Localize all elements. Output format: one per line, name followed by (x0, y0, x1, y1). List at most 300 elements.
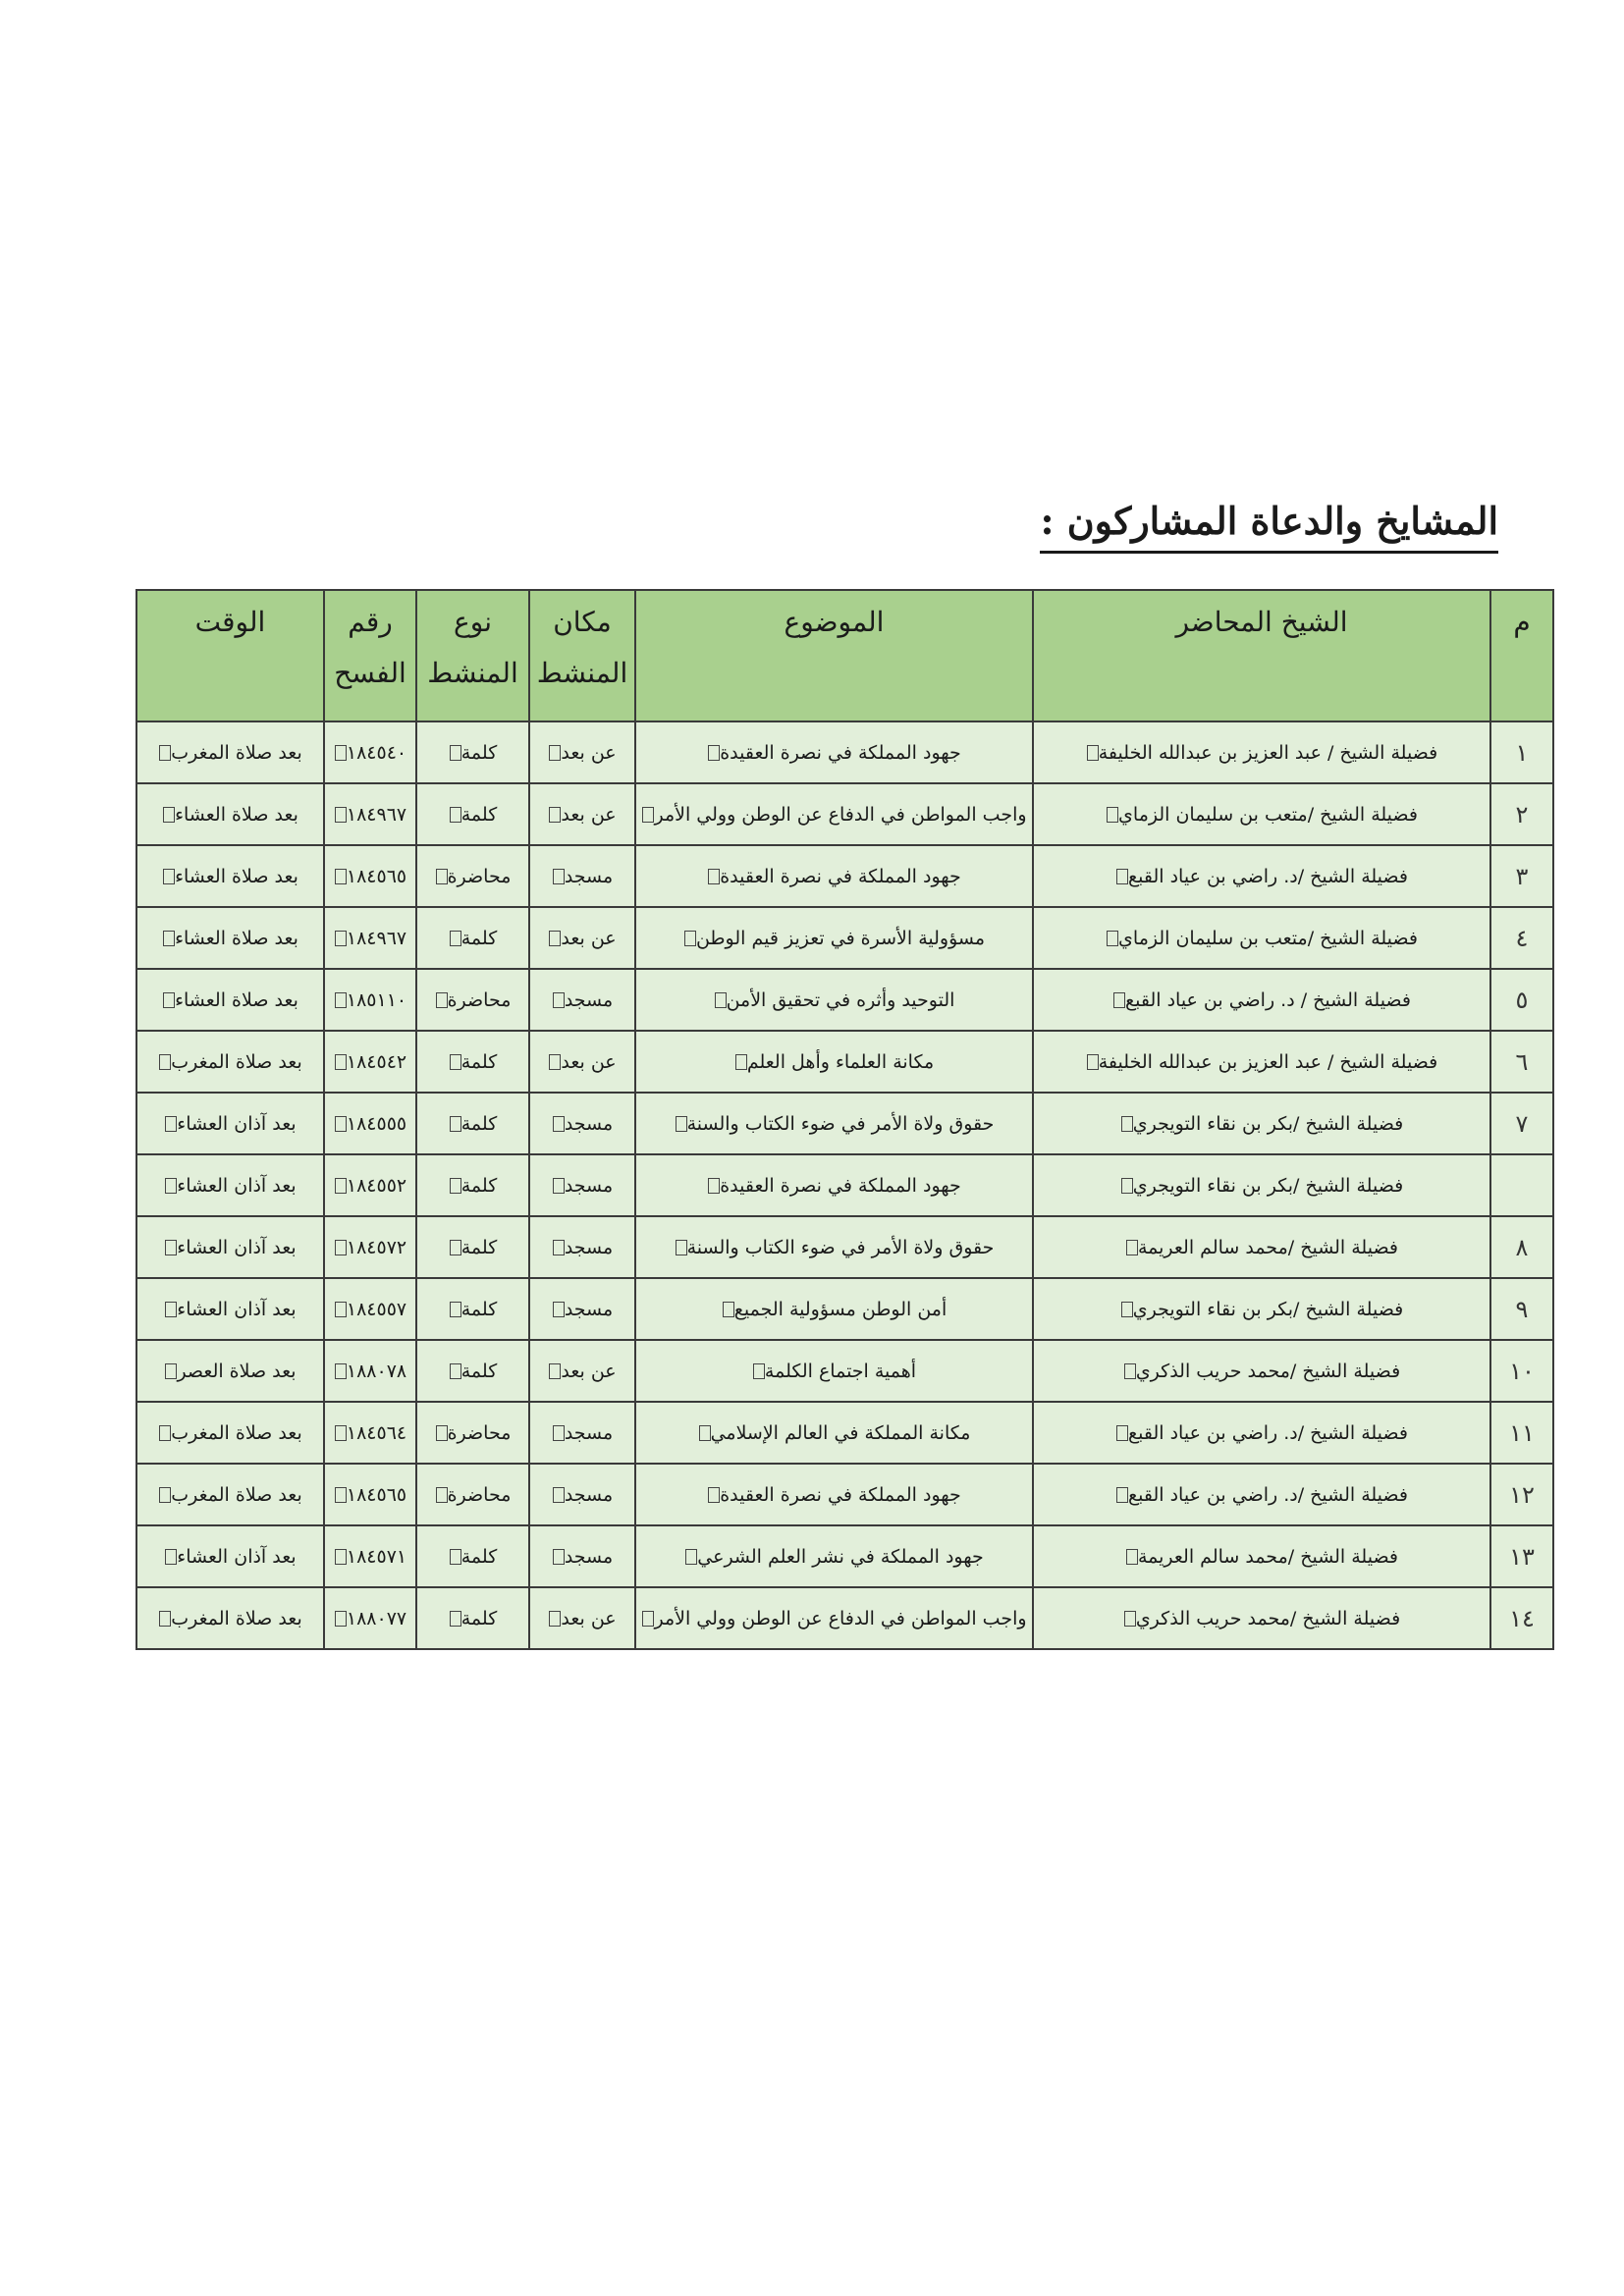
missing-glyph-box (159, 745, 171, 761)
missing-glyph-box (553, 1302, 565, 1317)
topic-text: مكانة العلماء وأهل العلم (746, 1050, 935, 1073)
place-text: عن بعد (561, 1050, 617, 1073)
cell-place (529, 1587, 635, 1649)
cell-place (529, 1093, 635, 1154)
cell-sheikh (1033, 845, 1490, 907)
cell-room (324, 907, 416, 969)
missing-glyph-box (450, 807, 461, 823)
cell-time (136, 907, 324, 969)
cell-type (416, 1525, 529, 1587)
cell-room (324, 1093, 416, 1154)
cell-place (529, 845, 635, 907)
cell-place (529, 1525, 635, 1587)
sheikh-text: فضيلة الشيخ / عبد العزيز بن عبدالله الخليفة (1098, 1050, 1438, 1073)
sheikh-text: فضيلة الشيخ / د. راضي بن عياد القبع (1125, 988, 1411, 1011)
cell-type (416, 1154, 529, 1216)
cell-sheikh (1033, 1278, 1490, 1340)
num-text: ٦ (1515, 1047, 1529, 1076)
cell-num (1490, 969, 1553, 1031)
place-text: مسجد (564, 1421, 614, 1444)
topic-text: مسؤولية الأسرة في تعزيز قيم الوطن (695, 927, 986, 949)
missing-glyph-box (335, 1549, 347, 1565)
cell-topic (635, 1278, 1033, 1340)
missing-glyph-box (549, 1611, 561, 1627)
cell-num (1490, 783, 1553, 845)
cell-type (416, 907, 529, 969)
time-text: بعد صلاة المغرب (171, 1483, 302, 1506)
cell-place (529, 1278, 635, 1340)
cell-time (136, 1587, 324, 1649)
num-text: ٨ (1515, 1233, 1529, 1261)
missing-glyph-box (1126, 1549, 1138, 1565)
room-text: ١٨٤٥٥٢ (346, 1174, 407, 1197)
topic-text: التوحيد وأثره في تحقيق الأمن (726, 988, 955, 1011)
missing-glyph-box (163, 869, 175, 884)
missing-glyph-box (165, 1116, 177, 1132)
topic-text: أهمية اجتماع الكلمة (764, 1360, 917, 1382)
missing-glyph-box (335, 1425, 347, 1441)
time-text: بعد صلاة المغرب (171, 1050, 302, 1073)
room-text: ١٨٤٥٤٢ (346, 1050, 407, 1073)
num-text: ١٣ (1509, 1542, 1535, 1571)
cell-time (136, 783, 324, 845)
cell-type (416, 1216, 529, 1278)
schedule-table-container (135, 589, 1552, 1650)
missing-glyph-box (708, 869, 720, 884)
cell-topic (635, 1464, 1033, 1525)
cell-place (529, 783, 635, 845)
missing-glyph-box (676, 1240, 687, 1255)
table-row (136, 1031, 1553, 1093)
time-text: بعد صلاة المغرب (171, 1607, 302, 1629)
cell-time (136, 1464, 324, 1525)
type-text: كلمة (460, 1174, 498, 1197)
missing-glyph-box (708, 1178, 720, 1194)
num-text: ١١ (1509, 1418, 1535, 1447)
cell-place (529, 1340, 635, 1402)
cell-time (136, 1031, 324, 1093)
missing-glyph-box (723, 1302, 734, 1317)
cell-topic (635, 1031, 1033, 1093)
room-text: ١٨٥١١٠ (346, 988, 407, 1011)
table-header-row (136, 590, 1553, 721)
topic-text: جهود المملكة في نصرة العقيدة (720, 1483, 961, 1506)
cell-sheikh (1033, 1031, 1490, 1093)
type-text: كلمة (460, 741, 498, 764)
time-text: بعد آذان العشاء (177, 1298, 297, 1320)
type-text: محاضرة (447, 1421, 512, 1444)
num-text: ١٢ (1509, 1480, 1535, 1509)
missing-glyph-box (553, 992, 565, 1008)
missing-glyph-box (549, 1054, 561, 1070)
missing-glyph-box (708, 1487, 720, 1503)
cell-time (136, 969, 324, 1031)
header-type: نوع المنشط (416, 590, 529, 721)
missing-glyph-box (436, 1487, 448, 1503)
cell-place (529, 721, 635, 783)
cell-room (324, 1278, 416, 1340)
missing-glyph-box (335, 807, 347, 823)
place-text: مسجد (564, 1545, 614, 1568)
cell-type (416, 1093, 529, 1154)
cell-topic (635, 783, 1033, 845)
cell-topic (635, 969, 1033, 1031)
missing-glyph-box (335, 1611, 347, 1627)
cell-topic (635, 1216, 1033, 1278)
type-text: محاضرة (447, 1483, 512, 1506)
cell-topic (635, 1587, 1033, 1649)
table-row (136, 1525, 1553, 1587)
sheikh-text: فضيلة الشيخ /د. راضي بن عياد القبع (1128, 865, 1408, 887)
time-text: بعد صلاة المغرب (171, 741, 302, 764)
missing-glyph-box (163, 931, 175, 946)
cell-sheikh (1033, 783, 1490, 845)
cell-time (136, 1154, 324, 1216)
time-text: بعد صلاة المغرب (171, 1421, 302, 1444)
cell-sheikh (1033, 1464, 1490, 1525)
missing-glyph-box (642, 1611, 654, 1627)
missing-glyph-box (676, 1116, 687, 1132)
type-text: كلمة (460, 803, 498, 826)
missing-glyph-box (549, 807, 561, 823)
header-sheikh: الشيخ المحاضر (1033, 590, 1490, 721)
time-text: بعد صلاة العشاء (175, 927, 298, 949)
missing-glyph-box (553, 869, 565, 884)
time-text: بعد آذان العشاء (177, 1112, 297, 1135)
place-text: عن بعد (561, 927, 617, 949)
cell-place (529, 1154, 635, 1216)
cell-place (529, 1216, 635, 1278)
cell-num (1490, 1464, 1553, 1525)
time-text: بعد آذان العشاء (177, 1236, 297, 1258)
missing-glyph-box (450, 1549, 461, 1565)
missing-glyph-box (335, 745, 347, 761)
cell-type (416, 1402, 529, 1464)
cell-place (529, 1031, 635, 1093)
cell-num (1490, 1340, 1553, 1402)
missing-glyph-box (1124, 1363, 1136, 1379)
cell-topic (635, 1093, 1033, 1154)
type-text: كلمة (460, 1236, 498, 1258)
missing-glyph-box (335, 1178, 347, 1194)
missing-glyph-box (450, 1240, 461, 1255)
cell-sheikh (1033, 1216, 1490, 1278)
missing-glyph-box (450, 745, 461, 761)
room-text: ١٨٤٥٦٥ (346, 1483, 407, 1506)
missing-glyph-box (450, 931, 461, 946)
cell-topic (635, 1525, 1033, 1587)
missing-glyph-box (450, 1302, 461, 1317)
room-text: ١٨٤٩٦٧ (346, 927, 407, 949)
type-text: كلمة (460, 1112, 498, 1135)
type-text: كلمة (460, 1360, 498, 1382)
cell-room (324, 721, 416, 783)
sheikh-text: فضيلة الشيخ /بكر بن نقاء التويجري (1132, 1298, 1404, 1320)
header-time: الوقت (136, 590, 324, 721)
sheikh-text: فضيلة الشيخ /محمد سالم العريمة (1137, 1236, 1399, 1258)
cell-type (416, 1278, 529, 1340)
room-text: ١٨٤٥٧٢ (346, 1236, 407, 1258)
cell-room (324, 1525, 416, 1587)
table-body (136, 721, 1553, 1649)
missing-glyph-box (159, 1054, 171, 1070)
table-row (136, 907, 1553, 969)
missing-glyph-box (553, 1487, 565, 1503)
cell-num (1490, 907, 1553, 969)
num-text: ١٤ (1509, 1604, 1535, 1632)
missing-glyph-box (335, 1487, 347, 1503)
missing-glyph-box (553, 1240, 565, 1255)
missing-glyph-box (165, 1240, 177, 1255)
missing-glyph-box (165, 1363, 177, 1379)
topic-text: جهود المملكة في نصرة العقيدة (720, 865, 961, 887)
place-text: مسجد (564, 988, 614, 1011)
missing-glyph-box (549, 745, 561, 761)
time-text: بعد صلاة العصر (177, 1360, 297, 1382)
missing-glyph-box (335, 1054, 347, 1070)
cell-time (136, 845, 324, 907)
num-text: ٧ (1515, 1109, 1529, 1138)
cell-topic (635, 1402, 1033, 1464)
missing-glyph-box (1121, 1302, 1133, 1317)
missing-glyph-box (549, 1363, 561, 1379)
cell-type (416, 721, 529, 783)
sheikh-text: فضيلة الشيخ / عبد العزيز بن عبدالله الخليفة (1098, 741, 1438, 764)
missing-glyph-box (335, 869, 347, 884)
sheikh-text: فضيلة الشيخ /د. راضي بن عياد القبع (1128, 1421, 1408, 1444)
cell-room (324, 1464, 416, 1525)
cell-num (1490, 1216, 1553, 1278)
cell-type (416, 1340, 529, 1402)
missing-glyph-box (1107, 931, 1118, 946)
table-row (136, 1464, 1553, 1525)
cell-time (136, 1278, 324, 1340)
missing-glyph-box (1121, 1116, 1133, 1132)
place-text: مسجد (564, 1174, 614, 1197)
header-place: مكان المنشط (529, 590, 635, 721)
cell-sheikh (1033, 969, 1490, 1031)
cell-type (416, 1587, 529, 1649)
cell-time (136, 1340, 324, 1402)
type-text: كلمة (460, 1545, 498, 1568)
sheikh-text: فضيلة الشيخ /د. راضي بن عياد القبع (1128, 1483, 1408, 1506)
missing-glyph-box (450, 1178, 461, 1194)
place-text: عن بعد (561, 741, 617, 764)
time-text: بعد صلاة العشاء (175, 865, 298, 887)
cell-topic (635, 721, 1033, 783)
cell-place (529, 1464, 635, 1525)
missing-glyph-box (699, 1425, 711, 1441)
cell-num (1490, 1278, 1553, 1340)
cell-num (1490, 1093, 1553, 1154)
sheikh-text: فضيلة الشيخ /محمد سالم العريمة (1137, 1545, 1399, 1568)
topic-text: حقوق ولاة الأمر في ضوء الكتاب والسنة (686, 1236, 995, 1258)
missing-glyph-box (165, 1178, 177, 1194)
missing-glyph-box (335, 1302, 347, 1317)
room-text: ١٨٨٠٧٧ (346, 1607, 407, 1629)
sheikh-text: فضيلة الشيخ /بكر بن نقاء التويجري (1132, 1174, 1404, 1197)
num-text: ٢ (1515, 800, 1529, 828)
room-text: ١٨٤٩٦٧ (346, 803, 407, 826)
cell-sheikh (1033, 1402, 1490, 1464)
cell-type (416, 845, 529, 907)
table-row (136, 1093, 1553, 1154)
table-row (136, 1278, 1553, 1340)
cell-room (324, 1154, 416, 1216)
missing-glyph-box (1116, 869, 1128, 884)
type-text: محاضرة (447, 988, 512, 1011)
sheikh-text: فضيلة الشيخ /محمد حريب الذكري (1135, 1607, 1401, 1629)
missing-glyph-box (436, 869, 448, 884)
missing-glyph-box (436, 992, 448, 1008)
cell-sheikh (1033, 907, 1490, 969)
cell-num (1490, 721, 1553, 783)
missing-glyph-box (159, 1425, 171, 1441)
topic-text: واجب المواطن في الدفاع عن الوطن وولي الأمر (654, 803, 1027, 826)
topic-text: مكانة المملكة في العالم الإسلامي (710, 1421, 971, 1444)
cell-topic (635, 1340, 1033, 1402)
missing-glyph-box (1087, 745, 1099, 761)
table-row (136, 1340, 1553, 1402)
missing-glyph-box (450, 1116, 461, 1132)
missing-glyph-box (159, 1611, 171, 1627)
sheikh-text: فضيلة الشيخ /محمد حريب الذكري (1135, 1360, 1401, 1382)
cell-time (136, 1402, 324, 1464)
room-text: ١٨٤٥٦٤ (346, 1421, 407, 1444)
cell-type (416, 969, 529, 1031)
cell-num (1490, 1154, 1553, 1216)
place-text: مسجد (564, 1298, 614, 1320)
missing-glyph-box (553, 1116, 565, 1132)
cell-sheikh (1033, 1587, 1490, 1649)
cell-topic (635, 907, 1033, 969)
cell-num (1490, 1031, 1553, 1093)
time-text: بعد صلاة العشاء (175, 988, 298, 1011)
missing-glyph-box (642, 807, 654, 823)
missing-glyph-box (753, 1363, 765, 1379)
cell-num (1490, 1587, 1553, 1649)
missing-glyph-box (159, 1487, 171, 1503)
missing-glyph-box (335, 992, 347, 1008)
time-text: بعد صلاة العشاء (175, 803, 298, 826)
table-row (136, 845, 1553, 907)
time-text: بعد آذان العشاء (177, 1174, 297, 1197)
cell-topic (635, 1154, 1033, 1216)
cell-room (324, 1402, 416, 1464)
missing-glyph-box (1116, 1425, 1128, 1441)
missing-glyph-box (549, 931, 561, 946)
header-room: رقم الفسح (324, 590, 416, 721)
cell-room (324, 783, 416, 845)
missing-glyph-box (553, 1425, 565, 1441)
topic-text: جهود المملكة في نشر العلم الشرعي (697, 1545, 984, 1568)
missing-glyph-box (684, 931, 696, 946)
room-text: ١٨٤٥٤٠ (346, 741, 407, 764)
table-row (136, 1402, 1553, 1464)
missing-glyph-box (1107, 807, 1118, 823)
topic-text: واجب المواطن في الدفاع عن الوطن وولي الأمر (654, 1607, 1027, 1629)
num-text: ١٠ (1509, 1357, 1535, 1385)
place-text: مسجد (564, 1236, 614, 1258)
missing-glyph-box (1124, 1611, 1136, 1627)
table-row (136, 1587, 1553, 1649)
header-topic: الموضوع (635, 590, 1033, 721)
cell-place (529, 1402, 635, 1464)
cell-sheikh (1033, 1154, 1490, 1216)
missing-glyph-box (1087, 1054, 1099, 1070)
cell-num (1490, 845, 1553, 907)
room-text: ١٨٤٥٧١ (346, 1545, 407, 1568)
page-title: المشايخ والدعاة المشاركون : (1040, 496, 1498, 554)
sheikh-text: فضيلة الشيخ /متعب بن سليمان الزماي (1118, 927, 1418, 949)
missing-glyph-box (335, 1240, 347, 1255)
cell-room (324, 845, 416, 907)
room-text: ١٨٤٥٥٥ (346, 1112, 407, 1135)
cell-topic (635, 845, 1033, 907)
num-text: ٣ (1515, 862, 1529, 890)
missing-glyph-box (450, 1611, 461, 1627)
room-text: ١٨٤٥٥٧ (346, 1298, 407, 1320)
num-text: ٩ (1515, 1295, 1529, 1323)
type-text: كلمة (460, 1298, 498, 1320)
cell-sheikh (1033, 1525, 1490, 1587)
cell-num (1490, 1402, 1553, 1464)
cell-type (416, 1464, 529, 1525)
missing-glyph-box (450, 1054, 461, 1070)
room-text: ١٨٤٥٦٥ (346, 865, 407, 887)
type-text: محاضرة (447, 865, 512, 887)
table-row (136, 721, 1553, 783)
cell-type (416, 783, 529, 845)
missing-glyph-box (1121, 1178, 1133, 1194)
num-text: ٥ (1515, 986, 1529, 1014)
sheikh-text: فضيلة الشيخ /متعب بن سليمان الزماي (1118, 803, 1418, 826)
type-text: كلمة (460, 927, 498, 949)
missing-glyph-box (450, 1363, 461, 1379)
topic-text: جهود المملكة في نصرة العقيدة (720, 741, 961, 764)
cell-room (324, 969, 416, 1031)
missing-glyph-box (335, 931, 347, 946)
cell-time (136, 1093, 324, 1154)
place-text: عن بعد (561, 1360, 617, 1382)
table-row (136, 1154, 1553, 1216)
cell-room (324, 1031, 416, 1093)
table-row (136, 783, 1553, 845)
missing-glyph-box (163, 807, 175, 823)
table-row (136, 969, 1553, 1031)
cell-time (136, 721, 324, 783)
cell-time (136, 1525, 324, 1587)
cell-time (136, 1216, 324, 1278)
cell-place (529, 969, 635, 1031)
missing-glyph-box (715, 992, 727, 1008)
missing-glyph-box (1116, 1487, 1128, 1503)
missing-glyph-box (553, 1549, 565, 1565)
sheikh-text: فضيلة الشيخ /بكر بن نقاء التويجري (1132, 1112, 1404, 1135)
cell-room (324, 1216, 416, 1278)
missing-glyph-box (436, 1425, 448, 1441)
cell-type (416, 1031, 529, 1093)
missing-glyph-box (1113, 992, 1125, 1008)
missing-glyph-box (165, 1549, 177, 1565)
cell-place (529, 907, 635, 969)
place-text: عن بعد (561, 1607, 617, 1629)
room-text: ١٨٨٠٧٨ (346, 1360, 407, 1382)
place-text: مسجد (564, 865, 614, 887)
num-text: ٤ (1515, 924, 1529, 952)
cell-sheikh (1033, 721, 1490, 783)
missing-glyph-box (335, 1116, 347, 1132)
